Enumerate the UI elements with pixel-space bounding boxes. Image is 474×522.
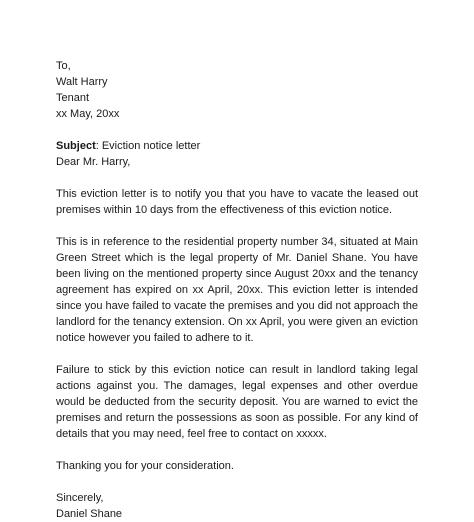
letter-date: xx May, 20xx (56, 108, 120, 120)
subject-text: : Eviction notice letter (95, 140, 201, 152)
subject-label: Subject (56, 140, 96, 152)
eviction-letter (56, 58, 418, 522)
to-label: To, (56, 60, 71, 72)
paragraph-notice: This eviction letter is to notify you that you have to vacate the leased out premises within 10 days from the effectiveness of this eviction notice. (56, 188, 418, 216)
paragraph-consequences: Failure to stick by this eviction notice can result in landlord taking legal actions against you. The damages, legal expenses and other overdue would be deducted from the security deposit. You are warned to evict the premises and return the possessions as soon as possible. For any kind of details that you may need, feel free to contact on xxxxx. (56, 364, 418, 440)
spacer (56, 218, 418, 234)
signer-name: Daniel Shane (56, 508, 123, 520)
paragraph-reference: This is in reference to the residential property number 34, situated at Main Green Street which is the legal property of Mr. Daniel Shane. You have been living on the mentioned property since August 20xx and the tenancy agreement has expired on xx April, 20xx. This eviction letter is intended since you have failed to vacate the premises and you did not approach the landlord for the tenancy extension. On xx April, you were given an eviction notice however you failed to adhere to it. (56, 236, 419, 344)
sign-off: Sincerely, (56, 492, 104, 504)
subject-line (56, 138, 418, 154)
spacer (56, 170, 418, 186)
spacer (56, 474, 418, 490)
spacer (56, 122, 418, 138)
recipient-role: Tenant (56, 92, 90, 104)
spacer (56, 346, 418, 362)
paragraph-thanks: Thanking you for your consideration. (56, 460, 234, 472)
recipient-name: Walt Harry (56, 76, 108, 88)
spacer (56, 442, 418, 458)
salutation: Dear Mr. Harry, (56, 156, 131, 168)
